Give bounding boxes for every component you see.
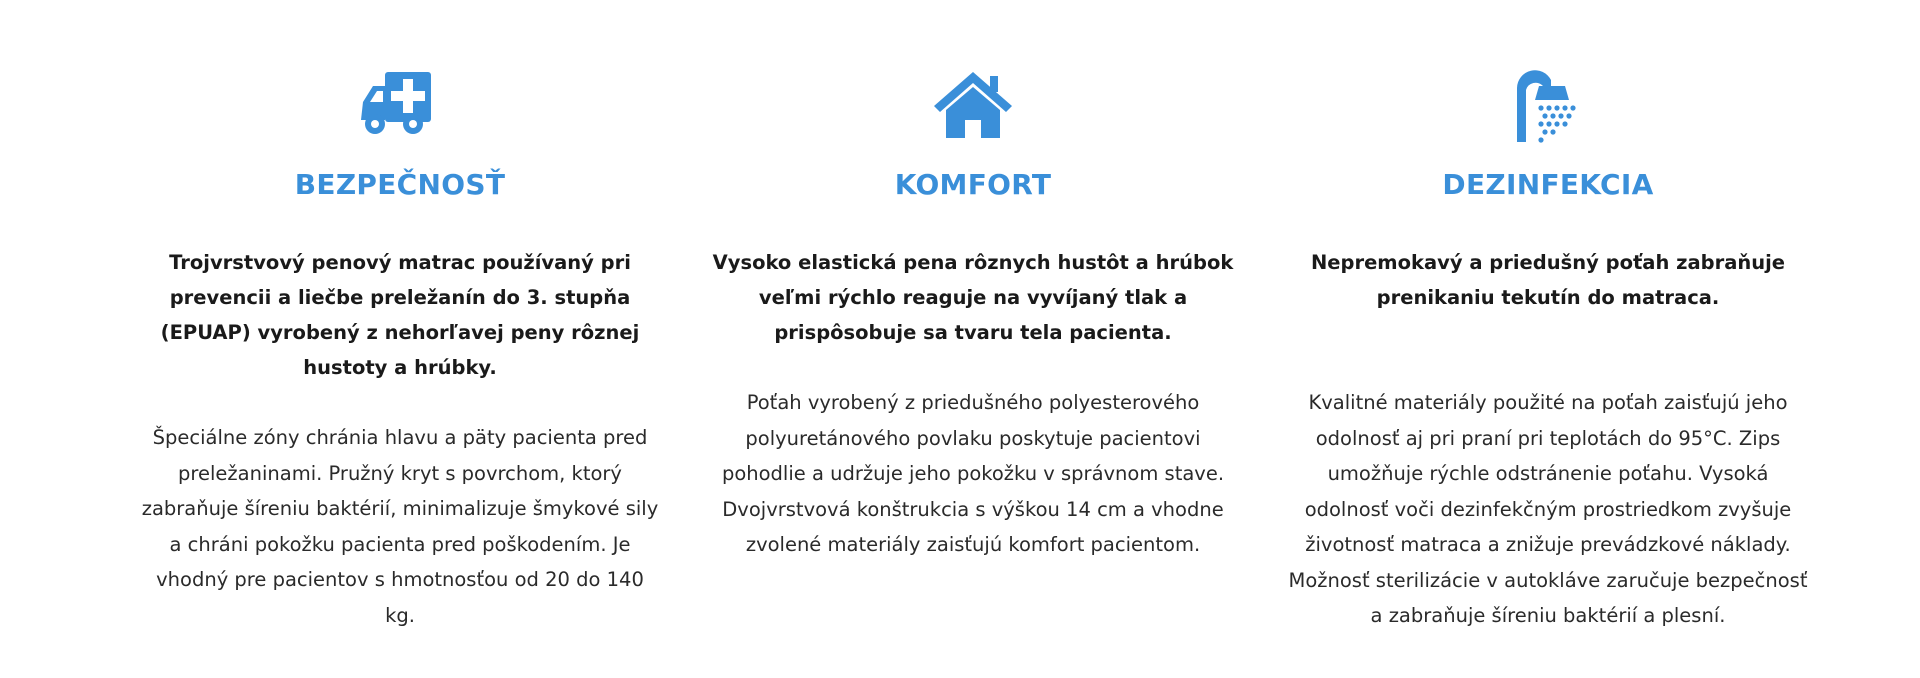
shower-icon bbox=[1503, 62, 1593, 152]
home-icon bbox=[928, 62, 1018, 152]
feature-lead: Vysoko elastická pena rôznych hustôt a hrúbok veľmi rýchlo reaguje na vyvíjaný tlak a prispôsobuje sa tvaru tela pacienta. bbox=[712, 251, 1234, 344]
feature-disinfection bbox=[1268, 0, 1828, 634]
feature-description: Špeciálne zóny chránia hlavu a päty pacienta pred preležaninami. Pružný kryt s povrchom, ktorý zabraňuje šíreniu baktérií, minimalizuje šmykové sily a chráni pokožku pacienta pred poškodením. Je vhodný pre pacientov s hmotnosťou od 20 do 140 kg. bbox=[141, 426, 659, 627]
feature-title: KOMFORT bbox=[894, 168, 1052, 201]
ambulance-icon bbox=[355, 62, 445, 152]
feature-safety bbox=[120, 0, 680, 633]
feature-title: DEZINFEKCIA bbox=[1442, 168, 1654, 201]
feature-comfort bbox=[693, 0, 1253, 563]
feature-title: BEZPEČNOSŤ bbox=[294, 168, 506, 201]
feature-description: Kvalitné materiály použité na poťah zaisťujú jeho odolnosť aj pri praní pri teplotách do 95°C. Zips umožňuje rýchle odstránenie poťahu. Vysoká odolnosť voči dezinfekčným prostriedkom zvyšuje životnosť matraca a znižuje prevádzkové náklady. Možnosť sterilizácie v autokláve zaručuje bezpečnosť a zabraňuje šíreniu baktérií a plesní. bbox=[1288, 391, 1808, 627]
feature-lead: Nepremokavý a priedušný poťah zabraňuje prenikaniu tekutín do matraca. bbox=[1310, 251, 1786, 309]
feature-lead: Trojvrstvový penový matrac používaný pri prevencii a liečbe preležanín do 3. stupňa (EPUAP) vyrobený z nehorľavej peny rôznej hustoty a hrúbky. bbox=[160, 251, 640, 379]
feature-description: Poťah vyrobený z priedušného polyesterového polyuretánového povlaku poskytuje pacientovi pohodlie a udržuje jeho pokožku v správnom stave. Dvojvrstvová konštrukcia s výškou 14 cm a vhodne zvolené materiály zaisťujú komfort pacientom. bbox=[721, 391, 1225, 556]
